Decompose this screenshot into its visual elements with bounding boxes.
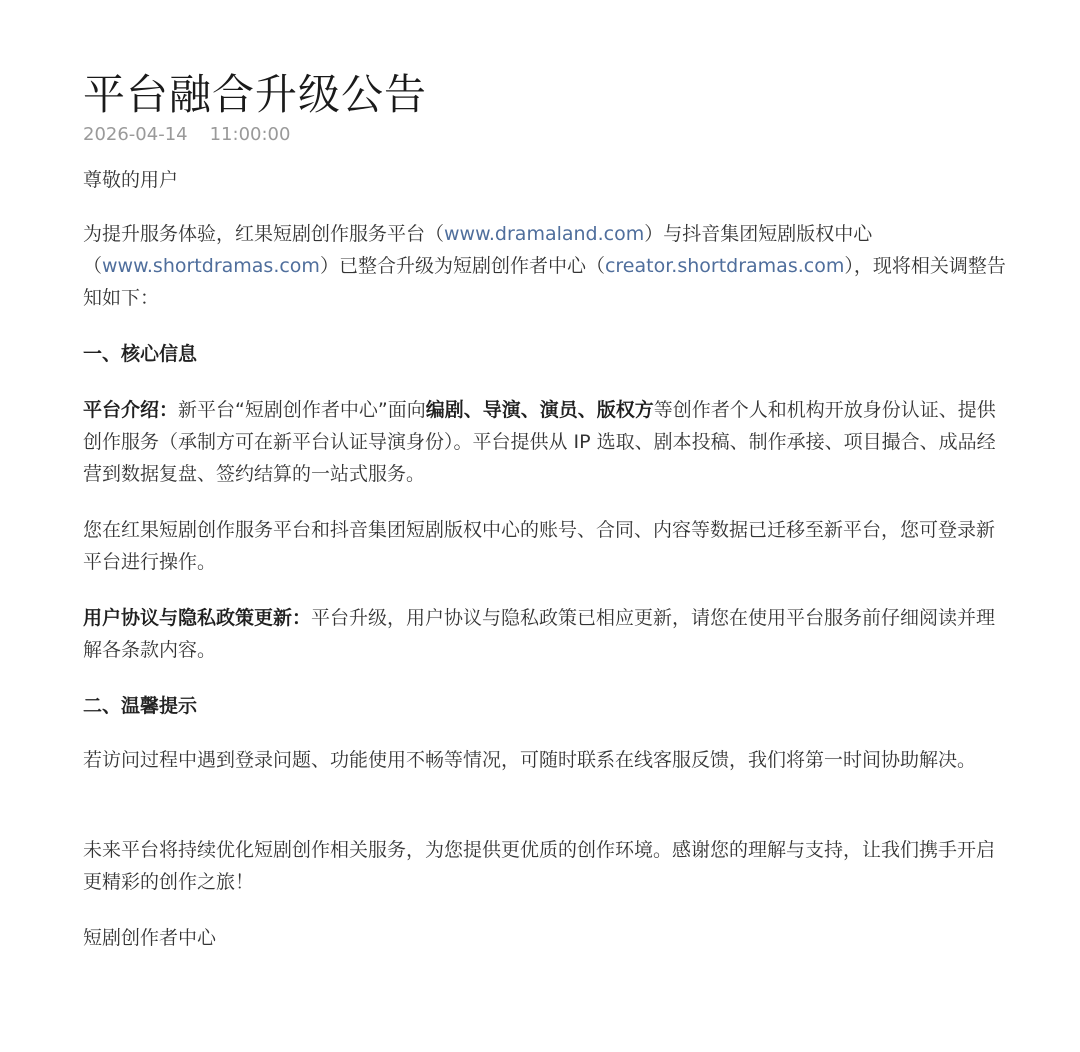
policy-update-text: 平台升级，用户协议与隐私政策已相应更新，请您在使用平台服务前仔细阅读并理解各条款内容。: [83, 607, 996, 661]
data-migration-paragraph: 您在红果短剧创作服务平台和抖音集团短剧版权中心的账号、合同、内容等数据已迁移至新平台，您可登录新平台进行操作。: [83, 519, 996, 573]
intro-text: ）与抖音集团短剧版权中心（: [83, 223, 873, 277]
platform-intro-text: 新平台“短剧创作者中心”面向: [178, 399, 426, 421]
intro-text: 为提升服务体验，红果短剧创作服务平台（: [83, 223, 445, 245]
platform-intro-paragraph: [83, 394, 1008, 490]
creator-roles: 编剧、导演、演员、版权方: [425, 399, 654, 421]
platform-intro-label: 平台介绍：: [83, 399, 179, 421]
section-heading-core-info: 一、核心信息: [83, 343, 198, 365]
page-title: 平台融合升级公告: [83, 70, 428, 119]
link-dramaland[interactable]: www.dramaland.com: [444, 223, 645, 245]
link-creator[interactable]: creator.shortdramas.com: [604, 255, 845, 277]
publish-time: 11:00:00: [209, 124, 291, 145]
publish-date: 2026-04-14: [83, 124, 188, 145]
intro-text: ）已整合升级为短剧创作者中心（: [319, 255, 605, 277]
policy-update-label: 用户协议与隐私政策更新：: [83, 607, 312, 629]
platform-intro-text: 等创作者个人和机构开放身份认证、提供创作服务（承制方可在新平台认证导演身份）。平台提供从 IP 选取、剧本投稿、制作承接、项目撮合、成品经营到数据复盘、签约结算的一站式服务。: [83, 399, 996, 485]
intro-paragraph: [83, 218, 1008, 314]
intro-text: ），现将相关调整告知如下：: [83, 255, 1006, 309]
signature: 短剧创作者中心: [83, 927, 217, 949]
support-paragraph: 若访问过程中遇到登录问题、功能使用不畅等情况，可随时联系在线客服反馈，我们将第一时间协助解决。: [83, 749, 977, 771]
section-heading-tips: 二、温馨提示: [83, 695, 198, 717]
policy-update-paragraph: [83, 602, 1008, 666]
link-shortdramas[interactable]: www.shortdramas.com: [102, 255, 320, 277]
publish-datetime: [83, 124, 290, 145]
closing-paragraph: 未来平台将持续优化短剧创作相关服务，为您提供更优质的创作环境。感谢您的理解与支持，让我们携手开启更精彩的创作之旅！: [83, 839, 996, 893]
greeting: 尊敬的用户: [83, 169, 179, 191]
